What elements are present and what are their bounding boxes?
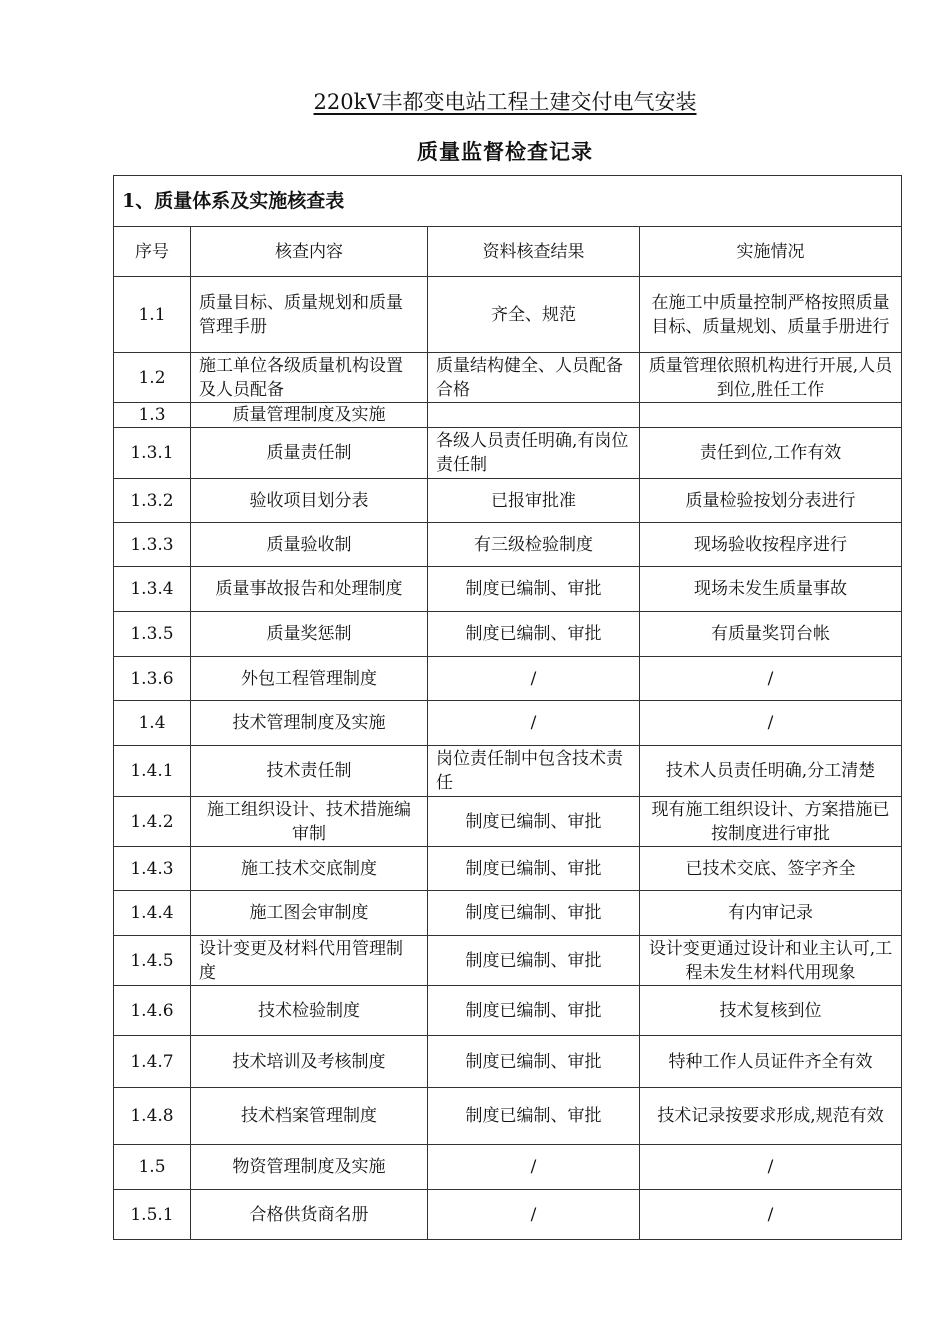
cell-data-result: /	[428, 701, 640, 746]
cell-implementation: 有质量奖罚台帐	[640, 612, 902, 657]
cell-data-result: 质量结构健全、人员配备合格	[428, 353, 640, 403]
cell-index: 1.5	[114, 1145, 191, 1190]
header-cell-data-result: 资料核查结果	[428, 227, 640, 277]
cell-implementation: 已技术交底、签字齐全	[640, 847, 902, 891]
cell-index: 1.4.2	[114, 797, 191, 847]
table-row	[114, 1036, 902, 1088]
table-row	[114, 403, 902, 428]
table-row	[114, 277, 902, 353]
cell-content: 技术检验制度	[191, 986, 428, 1036]
cell-content: 质量目标、质量规划和质量管理手册	[191, 277, 428, 353]
table-row	[114, 479, 902, 523]
cell-data-result: /	[428, 1145, 640, 1190]
cell-implementation: 有内审记录	[640, 891, 902, 936]
cell-data-result: 制度已编制、审批	[428, 891, 640, 936]
cell-content: 施工组织设计、技术措施编审制	[191, 797, 428, 847]
cell-content: 施工技术交底制度	[191, 847, 428, 891]
inspection-table	[113, 175, 902, 1240]
cell-index: 1.4.5	[114, 936, 191, 986]
cell-content: 质量管理制度及实施	[191, 403, 428, 428]
cell-index: 1.4.1	[114, 746, 191, 797]
cell-content: 施工图会审制度	[191, 891, 428, 936]
cell-content: 物资管理制度及实施	[191, 1145, 428, 1190]
table-row	[114, 657, 902, 701]
header-row	[114, 227, 902, 277]
section-title: 1、质量体系及实施核查表	[114, 176, 902, 227]
cell-implementation: 特种工作人员证件齐全有效	[640, 1036, 902, 1088]
cell-index: 1.3.6	[114, 657, 191, 701]
cell-index: 1.3.3	[114, 523, 191, 567]
cell-implementation: 现有施工组织设计、方案措施已按制度进行审批	[640, 797, 902, 847]
cell-data-result: /	[428, 657, 640, 701]
cell-implementation: 现场未发生质量事故	[640, 567, 902, 612]
cell-content: 技术管理制度及实施	[191, 701, 428, 746]
cell-implementation: 在施工中质量控制严格按照质量目标、质量规划、质量手册进行	[640, 277, 902, 353]
table-row	[114, 428, 902, 479]
cell-content: 质量事故报告和处理制度	[191, 567, 428, 612]
cell-implementation: 技术复核到位	[640, 986, 902, 1036]
table-row	[114, 523, 902, 567]
table-row	[114, 1190, 902, 1240]
table-row	[114, 746, 902, 797]
cell-content: 技术档案管理制度	[191, 1088, 428, 1145]
cell-data-result: 制度已编制、审批	[428, 986, 640, 1036]
cell-implementation: /	[640, 1190, 902, 1240]
cell-index: 1.3.1	[114, 428, 191, 479]
cell-index: 1.2	[114, 353, 191, 403]
cell-index: 1.3.5	[114, 612, 191, 657]
table-row	[114, 612, 902, 657]
cell-implementation: 质量检验按划分表进行	[640, 479, 902, 523]
cell-index: 1.3.2	[114, 479, 191, 523]
cell-data-result: 制度已编制、审批	[428, 847, 640, 891]
cell-content: 质量验收制	[191, 523, 428, 567]
cell-index: 1.3.4	[114, 567, 191, 612]
cell-implementation: 设计变更通过设计和业主认可,工程未发生材料代用现象	[640, 936, 902, 986]
header-cell-content: 核查内容	[191, 227, 428, 277]
cell-content: 技术培训及考核制度	[191, 1036, 428, 1088]
cell-index: 1.4.8	[114, 1088, 191, 1145]
cell-implementation: 技术记录按要求形成,规范有效	[640, 1088, 902, 1145]
cell-data-result: 已报审批准	[428, 479, 640, 523]
cell-implementation: /	[640, 657, 902, 701]
cell-data-result	[428, 403, 640, 428]
cell-implementation: 现场验收按程序进行	[640, 523, 902, 567]
cell-implementation: 责任到位,工作有效	[640, 428, 902, 479]
cell-index: 1.3	[114, 403, 191, 428]
cell-content: 施工单位各级质量机构设置及人员配备	[191, 353, 428, 403]
cell-implementation: /	[640, 1145, 902, 1190]
table-row	[114, 936, 902, 986]
table-row	[114, 353, 902, 403]
document-title: 220kV丰都变电站工程土建交付电气安装	[313, 90, 697, 114]
cell-data-result: /	[428, 1190, 640, 1240]
header-cell-implementation: 实施情况	[640, 227, 902, 277]
table-row	[114, 701, 902, 746]
cell-data-result: 制度已编制、审批	[428, 612, 640, 657]
header-cell-index: 序号	[114, 227, 191, 277]
table-row	[114, 986, 902, 1036]
cell-content: 外包工程管理制度	[191, 657, 428, 701]
cell-index: 1.4.7	[114, 1036, 191, 1088]
table-row	[114, 1088, 902, 1145]
cell-data-result: 制度已编制、审批	[428, 567, 640, 612]
cell-content: 技术责任制	[191, 746, 428, 797]
cell-data-result: 制度已编制、审批	[428, 1036, 640, 1088]
cell-content: 合格供货商名册	[191, 1190, 428, 1240]
cell-index: 1.4	[114, 701, 191, 746]
document-subtitle: 质量监督检查记录	[417, 139, 593, 164]
cell-implementation	[640, 403, 902, 428]
cell-index: 1.1	[114, 277, 191, 353]
cell-data-result: 有三级检验制度	[428, 523, 640, 567]
cell-content: 设计变更及材料代用管理制度	[191, 936, 428, 986]
cell-content: 质量责任制	[191, 428, 428, 479]
cell-data-result: 齐全、规范	[428, 277, 640, 353]
cell-data-result: 岗位责任制中包含技术责任	[428, 746, 640, 797]
section-row	[114, 176, 902, 227]
cell-data-result: 制度已编制、审批	[428, 1088, 640, 1145]
cell-data-result: 制度已编制、审批	[428, 797, 640, 847]
cell-content: 质量奖惩制	[191, 612, 428, 657]
table-row	[114, 847, 902, 891]
cell-index: 1.5.1	[114, 1190, 191, 1240]
cell-data-result: 各级人员责任明确,有岗位责任制	[428, 428, 640, 479]
cell-index: 1.4.3	[114, 847, 191, 891]
table-row	[114, 1145, 902, 1190]
cell-implementation: 技术人员责任明确,分工清楚	[640, 746, 902, 797]
inspection-table-body	[114, 176, 902, 1240]
cell-index: 1.4.4	[114, 891, 191, 936]
table-row	[114, 797, 902, 847]
cell-index: 1.4.6	[114, 986, 191, 1036]
cell-data-result: 制度已编制、审批	[428, 936, 640, 986]
cell-content: 验收项目划分表	[191, 479, 428, 523]
cell-implementation: /	[640, 701, 902, 746]
cell-implementation: 质量管理依照机构进行开展,人员到位,胜任工作	[640, 353, 902, 403]
table-row	[114, 567, 902, 612]
table-row	[114, 891, 902, 936]
